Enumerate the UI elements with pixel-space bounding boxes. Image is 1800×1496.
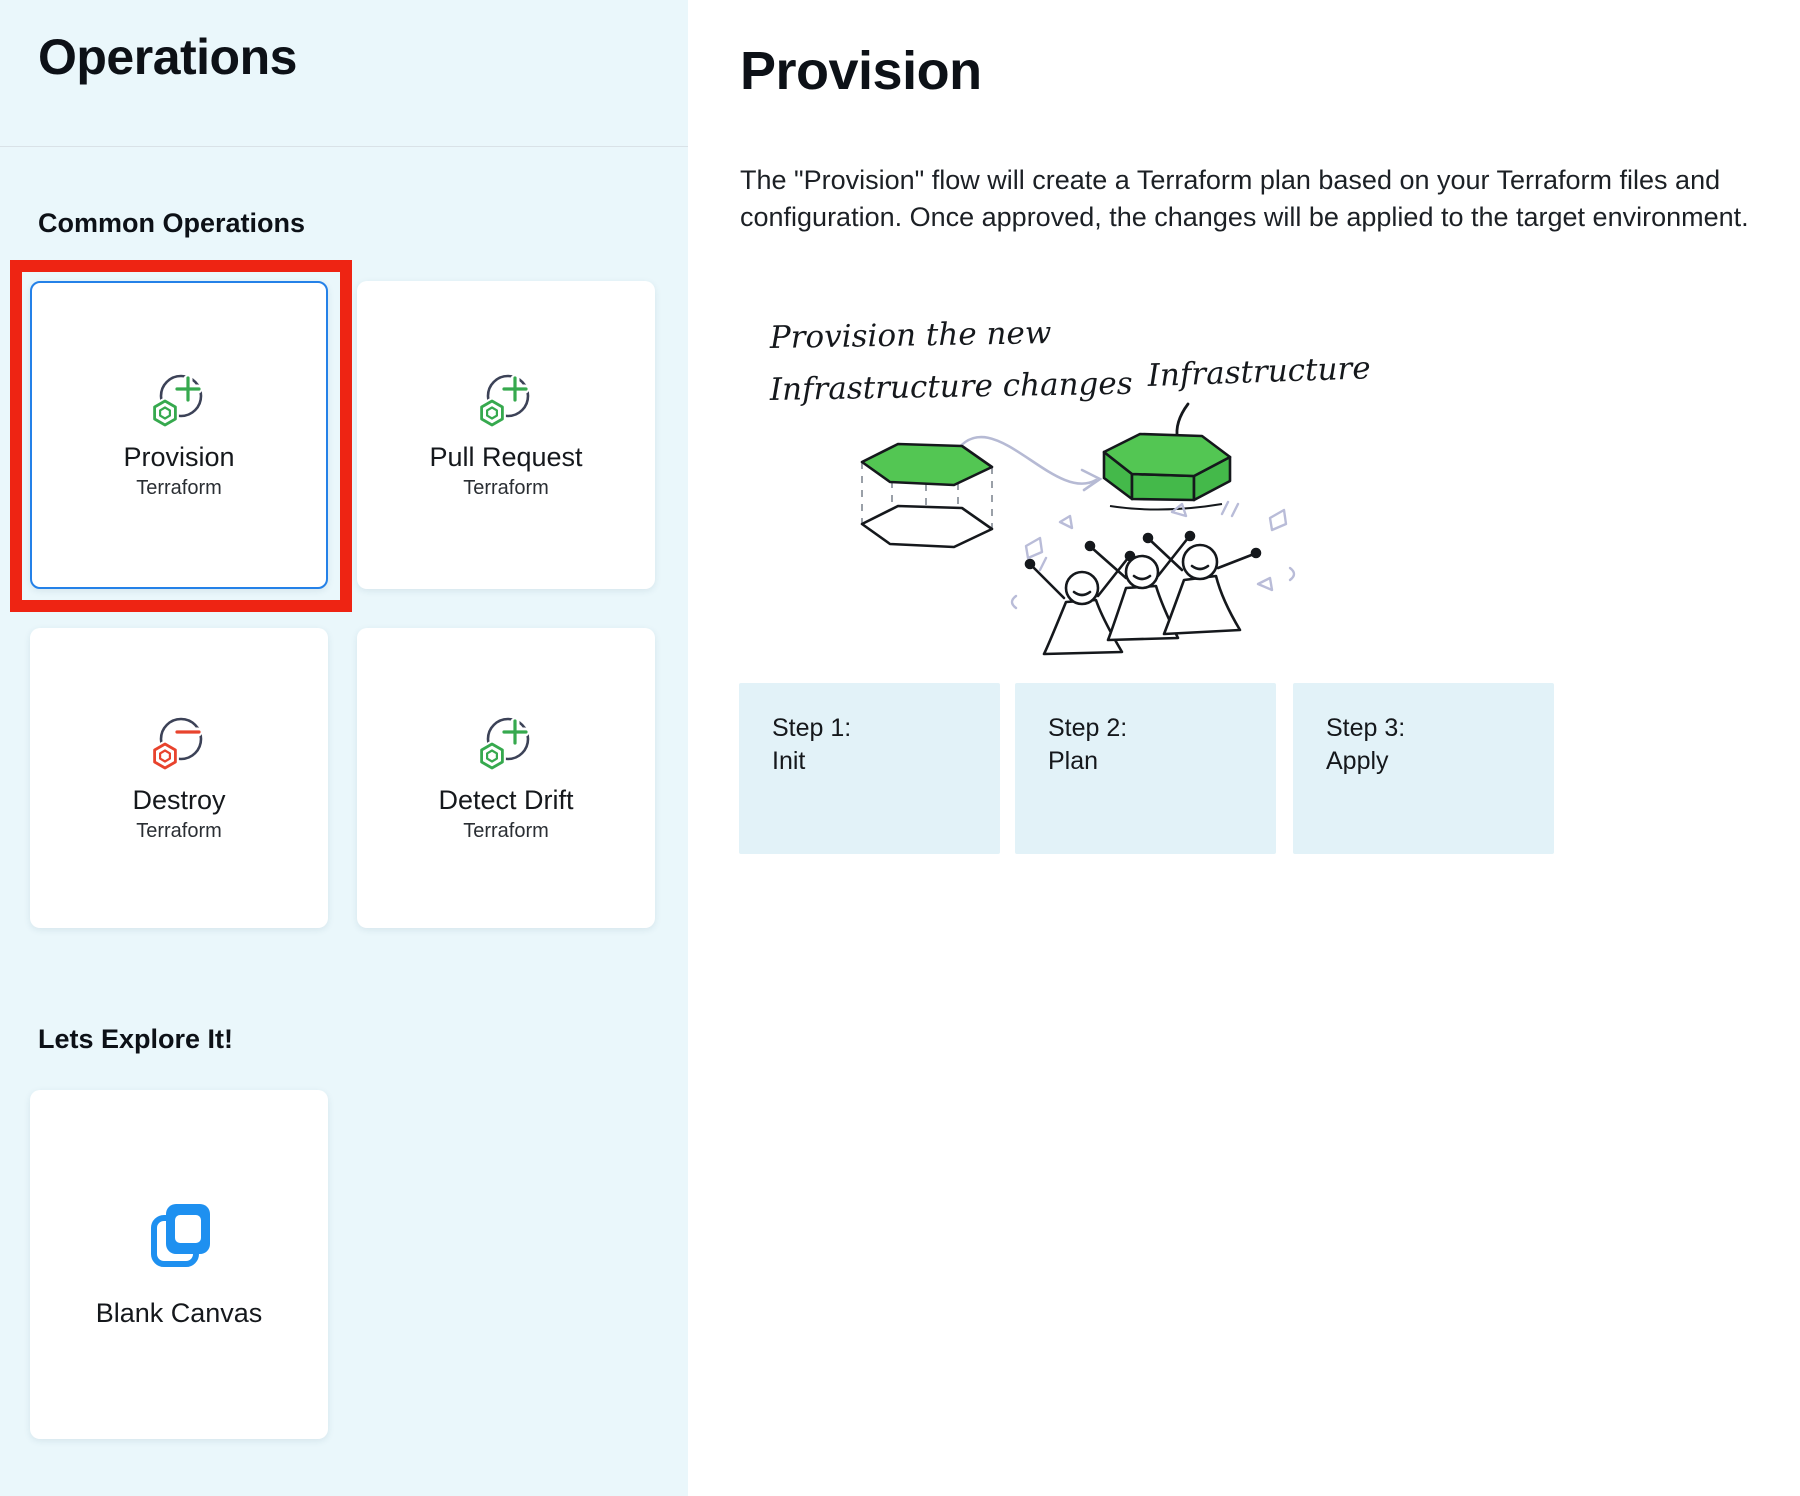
step-label: Step 2: bbox=[1048, 714, 1128, 742]
hexagon-plus-icon bbox=[477, 371, 535, 434]
cheering-figures-sketch bbox=[1026, 532, 1260, 654]
card-title: Destroy bbox=[132, 784, 226, 815]
card-title: Blank Canvas bbox=[95, 1297, 263, 1328]
hexagon-plus-icon bbox=[150, 371, 208, 434]
common-operations-label: Common Operations bbox=[38, 208, 306, 238]
lets-explore-label: Lets Explore It! bbox=[38, 1024, 234, 1054]
planned-hexagon-sketch bbox=[862, 444, 992, 547]
main-panel bbox=[688, 0, 1800, 1496]
step-name: Apply bbox=[1326, 747, 1389, 775]
page-title: Provision bbox=[740, 41, 982, 101]
step-box-1 bbox=[739, 683, 1000, 854]
flow-description: The "Provision" flow will create a Terraform plan based on your Terraform files and configuration. Once approved, the changes will be applied to the target environment. bbox=[740, 165, 1749, 232]
step-box-3 bbox=[1293, 683, 1554, 854]
hexagon-minus-icon bbox=[150, 714, 208, 777]
blank-canvas-icon bbox=[147, 1201, 211, 1274]
card-subtitle: Terraform bbox=[136, 476, 222, 499]
card-pull-request[interactable] bbox=[357, 281, 655, 589]
card-title: Detect Drift bbox=[438, 784, 574, 815]
provisioned-hexagon-sketch bbox=[1104, 434, 1230, 510]
card-destroy[interactable] bbox=[30, 628, 328, 928]
card-subtitle: Terraform bbox=[463, 476, 549, 499]
card-title: Pull Request bbox=[429, 441, 583, 472]
step-name: Init bbox=[772, 747, 806, 775]
step-name: Plan bbox=[1048, 747, 1099, 775]
illustration-caption-left-1: Provision the new bbox=[769, 315, 1052, 356]
illustration-caption-right: Infrastructure bbox=[1147, 350, 1372, 394]
step-label: Step 1: bbox=[772, 714, 852, 742]
illustration-caption-left-2: Infrastructure changes bbox=[769, 365, 1133, 408]
card-title: Provision bbox=[123, 441, 235, 472]
card-detect-drift[interactable] bbox=[357, 628, 655, 928]
card-provision[interactable] bbox=[30, 281, 328, 589]
sidebar-title: Operations bbox=[38, 29, 297, 85]
step-box-2 bbox=[1015, 683, 1276, 854]
card-subtitle: Terraform bbox=[463, 819, 549, 842]
step-label: Step 3: bbox=[1326, 714, 1406, 742]
card-subtitle: Terraform bbox=[136, 819, 222, 842]
card-blank-canvas[interactable] bbox=[30, 1090, 328, 1439]
operations-sidebar bbox=[0, 0, 688, 1496]
divider bbox=[0, 146, 688, 147]
provision-illustration bbox=[730, 300, 1470, 680]
hexagon-plus-icon bbox=[477, 714, 535, 777]
